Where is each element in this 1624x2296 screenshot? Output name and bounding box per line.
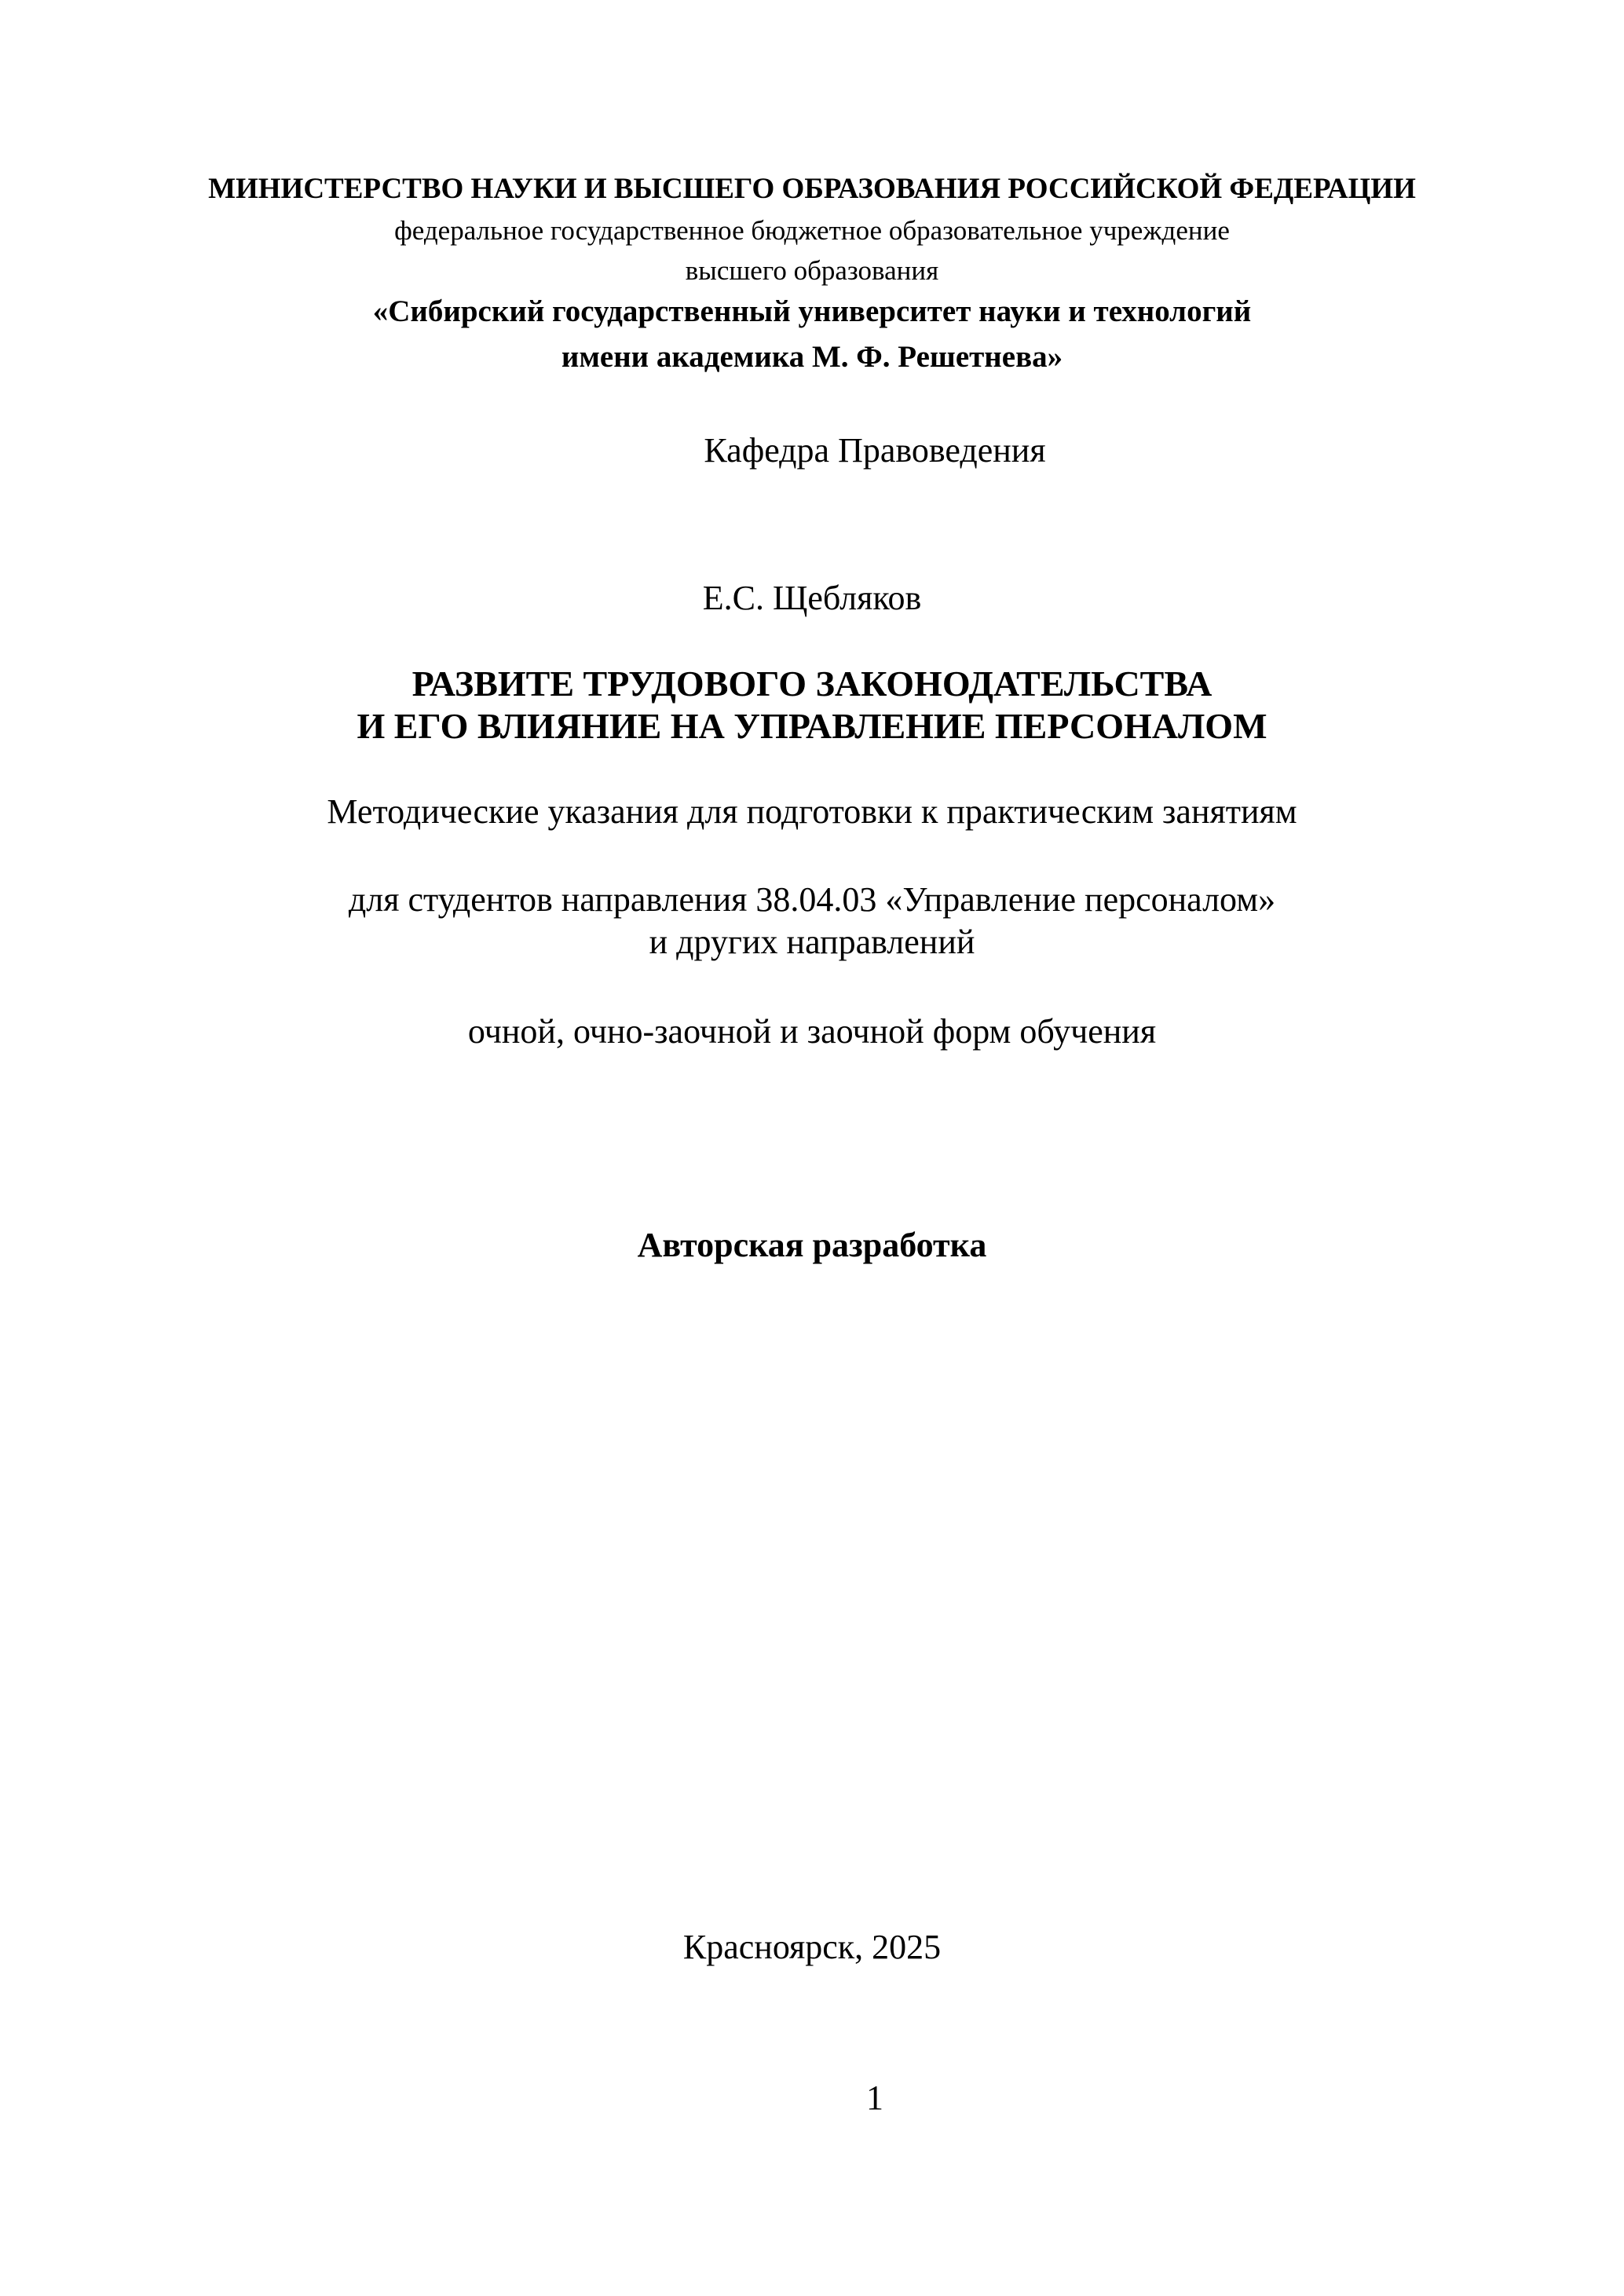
study-forms: очной, очно-заочной и заочной форм обучения [467,1012,1157,1051]
audience-line-1: для студентов направления 38.04.03 «Управление персоналом» [348,880,1276,919]
place-and-year: Красноярск, 2025 [682,1928,942,1966]
author-name: Е.С. Щебляков [702,579,922,617]
university-name-line-2: имени академика М. Ф. Решетнева» [561,340,1063,374]
university-name-line-1: «Сибирский государственный университет науки и технологий [372,294,1252,328]
audience-line-2: и других направлений [649,923,975,961]
department-name: Кафедра Правоведения [704,431,1046,470]
institution-type-line-2: высшего образования [685,255,939,286]
document-title-line-2: И ЕГО ВЛИЯНИЕ НА УПРАВЛЕНИЕ ПЕРСОНАЛОМ [357,706,1267,746]
institution-type-line-1: федеральное государственное бюджетное образовательное учреждение [394,215,1230,246]
document-subtitle: Методические указания для подготовки к практическим занятиям [327,792,1297,831]
ministry-heading: МИНИСТЕРСТВО НАУКИ И ВЫСШЕГО ОБРАЗОВАНИЯ РОССИЙСКОЙ ФЕДЕРАЦИИ [208,173,1416,205]
page-number: 1 [866,2078,883,2117]
document-title-line-1: РАЗВИТЕ ТРУДОВОГО ЗАКОНОДАТЕЛЬСТВА [411,664,1213,704]
work-type: Авторская разработка [637,1226,987,1264]
